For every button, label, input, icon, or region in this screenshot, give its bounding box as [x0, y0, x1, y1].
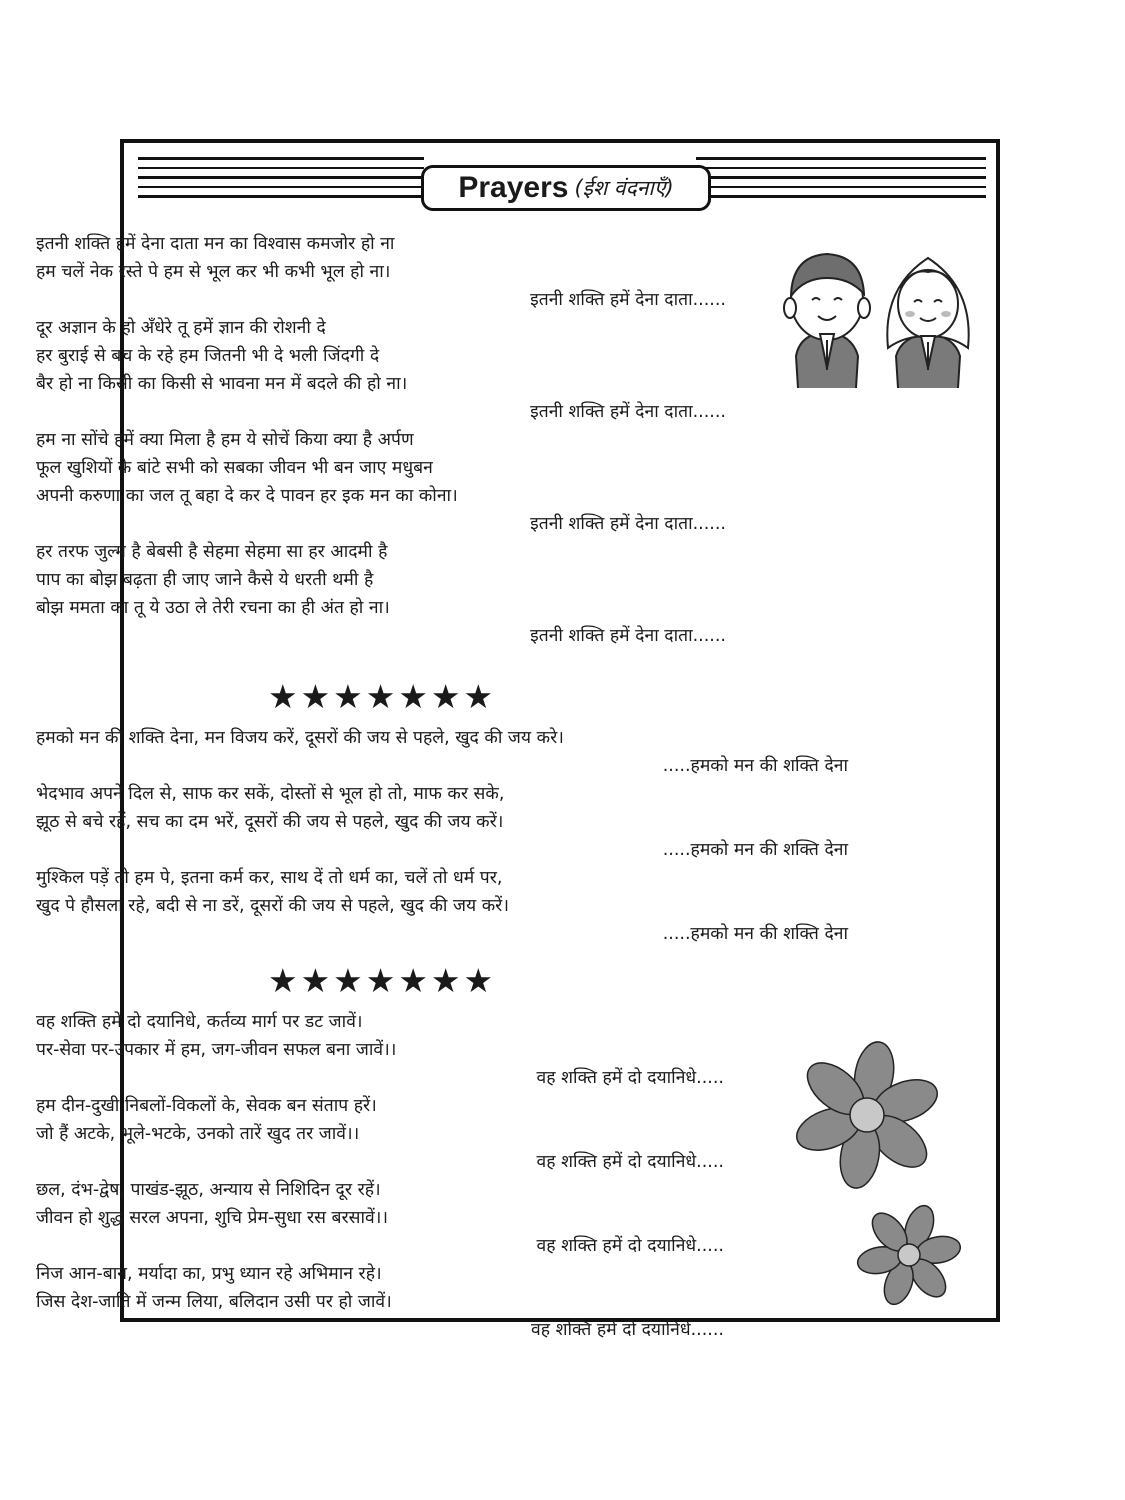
refrain-line: .....हमको मन की शक्ति देना — [662, 756, 848, 776]
star-separator-1: ★★★★★★★ — [268, 677, 497, 716]
verse-line: झूठ से बचे रहें, सच का दम भरें, दूसरों की जय से पहले, खुद की जय करें। — [36, 812, 504, 832]
prayer-3 — [36, 1008, 724, 1344]
small-flower-illustration — [850, 1196, 968, 1314]
verse-line: भेदभाव अपने दिल से, साफ कर सकें, दोस्तों से भूल हो तो, माफ कर सके, — [36, 784, 505, 804]
header-rule-right — [696, 157, 986, 201]
verse-line: हम दीन-दुखी निबलों-विकलों के, सेवक बन संताप हरें। — [36, 1096, 377, 1116]
verse-line: हर बुराई से बच के रहे हम जितनी भी दे भली जिंदगी दे — [36, 346, 380, 366]
title-english: Prayers — [458, 171, 569, 204]
page-title — [421, 165, 711, 211]
large-flower-illustration — [782, 1030, 952, 1200]
verse-line: दूर अज्ञान के हो अँधेरे तू हमें ज्ञान की रोशनी दे — [36, 318, 326, 338]
girl-praying-icon — [887, 258, 968, 388]
verse-line: अपनी करुणा का जल तू बहा दे कर दे पावन हर इक मन का कोना। — [36, 486, 458, 506]
verse-line: पर-सेवा पर-उपकार में हम, जग-जीवन सफल बना जावें।। — [36, 1040, 397, 1060]
verse-line: निज आन-बान, मर्यादा का, प्रभु ध्यान रहे अभिमान रहे। — [36, 1264, 382, 1284]
verse-line: फूल खुशियों के बांटे सभी को सबका जीवन भी बन जाए मधुबन — [36, 458, 433, 478]
verse-line: इतनी शक्ति हमें देना दाता मन का विश्वास कमजोर हो ना — [36, 234, 395, 254]
refrain-line: वह शक्ति हमें दो दयानिधे..... — [536, 1236, 724, 1256]
refrain-line: इतनी शक्ति हमें देना दाता...... — [530, 290, 726, 310]
refrain-line: .....हमको मन की शक्ति देना — [662, 840, 848, 860]
verse-line: जीवन हो शुद्ध सरल अपना, शुचि प्रेम-सुधा रस बरसावें।। — [36, 1208, 389, 1228]
boy-praying-icon — [784, 254, 870, 388]
verse-line: हमको मन की शक्ति देना, मन विजय करें, दूसरों की जय से पहले, खुद की जय करे। — [36, 728, 564, 748]
prayer-1 — [36, 230, 726, 650]
verse-line: हर तरफ जुल्म है बेबसी है सेहमा सेहमा सा हर आदमी है — [36, 542, 388, 562]
verse-line: पाप का बोझ बढ़ता ही जाए जाने कैसे ये धरती थमी है — [36, 570, 374, 590]
verse-line: वह शक्ति हमें दो दयानिधे, कर्तव्य मार्ग पर डट जावें। — [36, 1012, 363, 1032]
refrain-line: वह शक्ति हमें दो दयानिधे...... — [530, 1320, 724, 1340]
header-rule-left — [138, 157, 424, 201]
verse-line: बैर हो ना किसी का किसी से भावना मन में बदले की हो ना। — [36, 374, 408, 394]
title-hindi: (ईश वंदनाएँ) — [574, 176, 674, 200]
refrain-line: इतनी शक्ति हमें देना दाता...... — [530, 514, 726, 534]
verse-line: जो हैं अटके, भूले-भटके, उनको तारें खुद तर जावें।। — [36, 1124, 360, 1144]
refrain-line: इतनी शक्ति हमें देना दाता...... — [530, 626, 726, 646]
verse-line: जिस देश-जाति में जन्म लिया, बलिदान उसी पर हो जावें। — [36, 1292, 392, 1312]
children-praying-illustration — [780, 238, 980, 388]
verse-line: मुश्किल पड़ें तो हम पे, इतना कर्म कर, साथ दें तो धर्म का, चलें तो धर्म पर, — [36, 868, 503, 888]
refrain-line: .....हमको मन की शक्ति देना — [662, 924, 848, 944]
verse-line: हम चलें नेक रस्ते पे हम से भूल कर भी कभी भूल हो ना। — [36, 262, 391, 282]
prayer-2 — [36, 724, 848, 948]
verse-line: हम ना सोंचे हमें क्या मिला है हम ये सोचें किया क्या है अर्पण — [36, 430, 414, 450]
refrain-line: वह शक्ति हमें दो दयानिधे..... — [536, 1152, 724, 1172]
refrain-line: वह शक्ति हमें दो दयानिधे..... — [536, 1068, 724, 1088]
star-separator-2: ★★★★★★★ — [268, 961, 497, 1000]
verse-line: छल, दंभ-द्वेष, पाखंड-झूठ, अन्याय से निशिदिन दूर रहें। — [36, 1180, 381, 1200]
verse-line: बोझ ममता का तू ये उठा ले तेरी रचना का ही अंत हो ना। — [36, 598, 390, 618]
refrain-line: इतनी शक्ति हमें देना दाता...... — [530, 402, 726, 422]
verse-line: खुद पे हौसला रहे, बदी से ना डरें, दूसरों की जय से पहले, खुद की जय करें। — [36, 896, 509, 916]
